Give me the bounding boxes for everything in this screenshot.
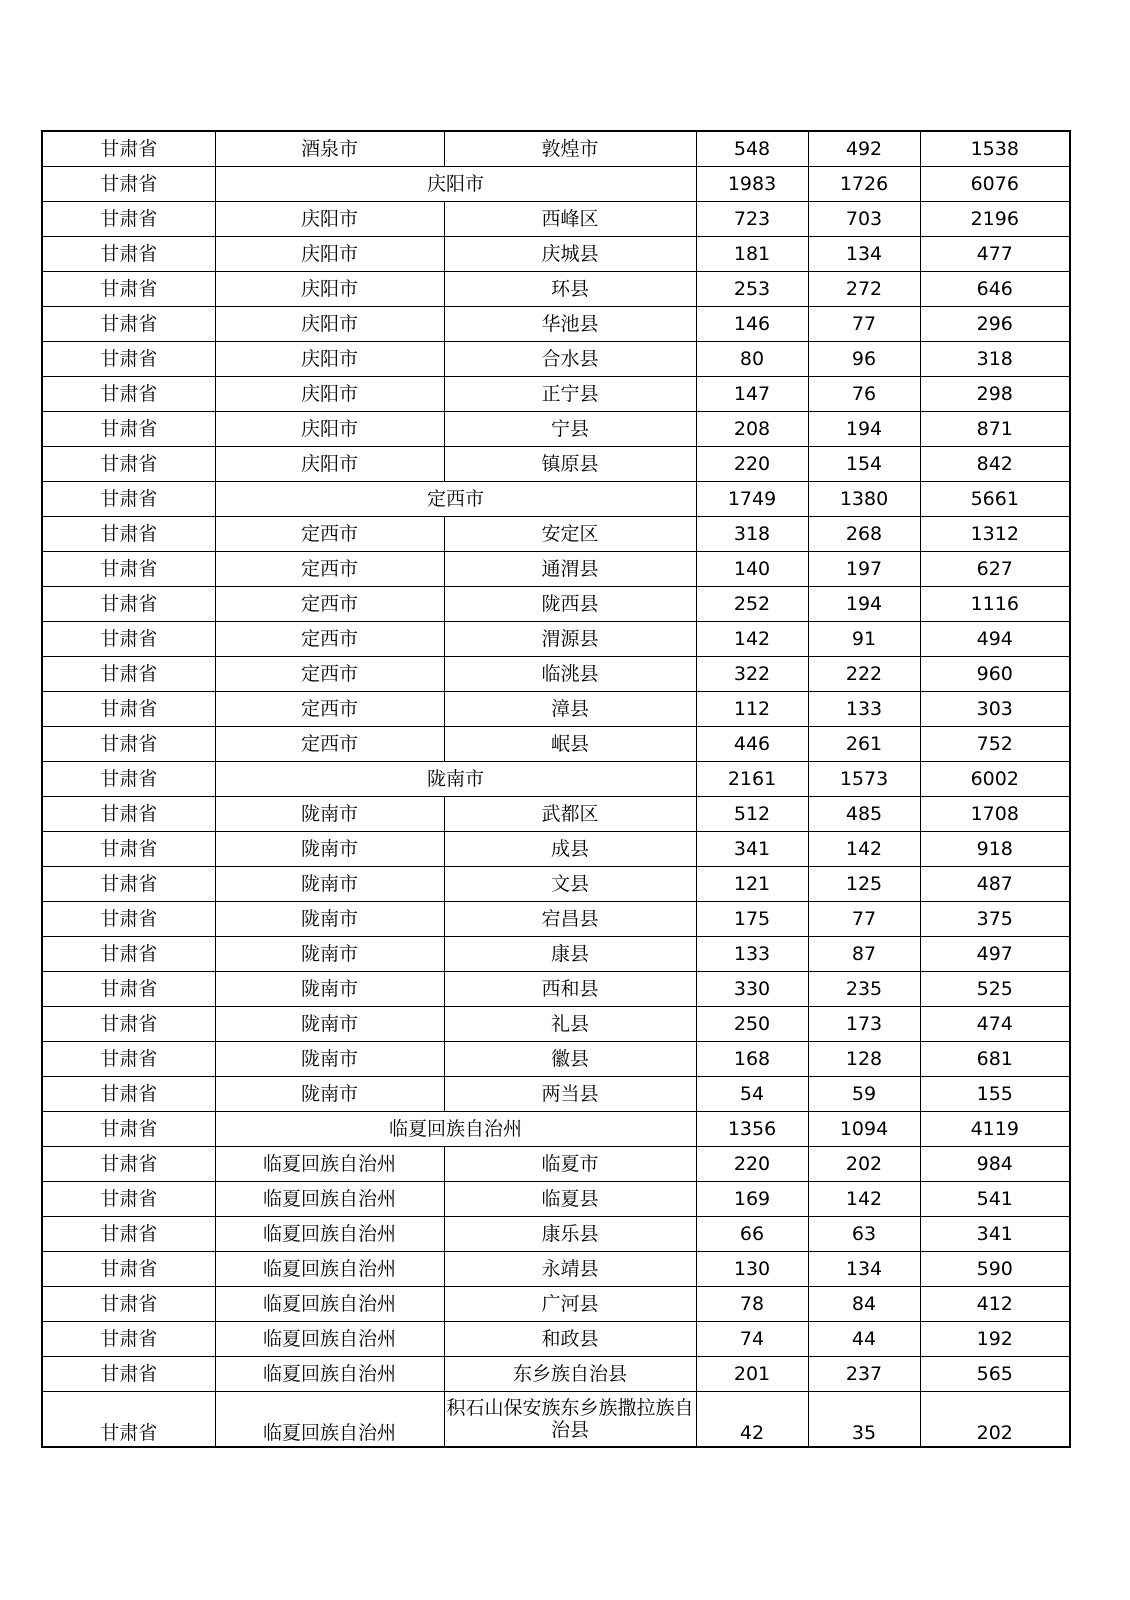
city-cell: 临夏回族自治州: [215, 1287, 444, 1322]
province-cell: 甘肃省: [42, 1007, 215, 1042]
table-row: [42, 307, 1070, 342]
value-cell-1: 2161: [696, 762, 808, 797]
value-cell-1: 330: [696, 972, 808, 1007]
value-cell-3: 1708: [920, 797, 1070, 832]
value-cell-1: 147: [696, 377, 808, 412]
value-cell-1: 446: [696, 727, 808, 762]
province-cell: 甘肃省: [42, 202, 215, 237]
value-cell-2: 222: [808, 657, 920, 692]
value-cell-1: 318: [696, 517, 808, 552]
value-cell-2: 63: [808, 1217, 920, 1252]
city-cell: 庆阳市: [215, 412, 444, 447]
value-cell-1: 220: [696, 447, 808, 482]
table-row: [42, 622, 1070, 657]
value-cell-1: 341: [696, 832, 808, 867]
province-cell: 甘肃省: [42, 622, 215, 657]
value-cell-2: 77: [808, 902, 920, 937]
value-cell-2: 1380: [808, 482, 920, 517]
county-cell: 通渭县: [444, 552, 696, 587]
city-cell: 临夏回族自治州: [215, 1252, 444, 1287]
table-row: [42, 1252, 1070, 1287]
city-cell: 陇南市: [215, 937, 444, 972]
value-cell-1: 78: [696, 1287, 808, 1322]
province-cell: 甘肃省: [42, 867, 215, 902]
table-row: [42, 377, 1070, 412]
value-cell-3: 752: [920, 727, 1070, 762]
value-cell-3: 1312: [920, 517, 1070, 552]
value-cell-2: 1094: [808, 1112, 920, 1147]
county-cell: 庆城县: [444, 237, 696, 272]
province-cell: 甘肃省: [42, 937, 215, 972]
table-row: [42, 1392, 1070, 1448]
value-cell-1: 121: [696, 867, 808, 902]
province-cell: 甘肃省: [42, 832, 215, 867]
value-cell-1: 133: [696, 937, 808, 972]
value-cell-1: 74: [696, 1322, 808, 1357]
city-cell: 庆阳市: [215, 202, 444, 237]
value-cell-2: 76: [808, 377, 920, 412]
value-cell-1: 54: [696, 1077, 808, 1112]
value-cell-3: 474: [920, 1007, 1070, 1042]
value-cell-2: 154: [808, 447, 920, 482]
value-cell-3: 960: [920, 657, 1070, 692]
value-cell-3: 375: [920, 902, 1070, 937]
value-cell-2: 91: [808, 622, 920, 657]
city-cell: 庆阳市: [215, 237, 444, 272]
table-row: [42, 1287, 1070, 1322]
table-row: [42, 902, 1070, 937]
value-cell-2: 87: [808, 937, 920, 972]
value-cell-1: 66: [696, 1217, 808, 1252]
city-cell: 庆阳市: [215, 377, 444, 412]
table-row: [42, 727, 1070, 762]
table-row: [42, 517, 1070, 552]
table-row: [42, 237, 1070, 272]
data-table: [41, 130, 1071, 1448]
value-cell-2: 96: [808, 342, 920, 377]
value-cell-3: 2196: [920, 202, 1070, 237]
table-row: [42, 131, 1070, 167]
county-cell: 敦煌市: [444, 131, 696, 167]
table-row-subtotal: [42, 167, 1070, 202]
city-total-cell: 定西市: [215, 482, 696, 517]
value-cell-3: 541: [920, 1182, 1070, 1217]
city-cell: 临夏回族自治州: [215, 1217, 444, 1252]
city-cell: 陇南市: [215, 1077, 444, 1112]
table-row: [42, 1147, 1070, 1182]
value-cell-3: 4119: [920, 1112, 1070, 1147]
province-cell: 甘肃省: [42, 1357, 215, 1392]
province-cell: 甘肃省: [42, 1042, 215, 1077]
value-cell-2: 272: [808, 272, 920, 307]
value-cell-3: 590: [920, 1252, 1070, 1287]
value-cell-3: 6076: [920, 167, 1070, 202]
value-cell-1: 142: [696, 622, 808, 657]
city-cell: 临夏回族自治州: [215, 1357, 444, 1392]
value-cell-1: 512: [696, 797, 808, 832]
county-cell: 临夏市: [444, 1147, 696, 1182]
table-row: [42, 692, 1070, 727]
city-cell: 陇南市: [215, 972, 444, 1007]
value-cell-1: 112: [696, 692, 808, 727]
table-row: [42, 1077, 1070, 1112]
value-cell-3: 681: [920, 1042, 1070, 1077]
table-row: [42, 1007, 1070, 1042]
value-cell-1: 252: [696, 587, 808, 622]
value-cell-2: 235: [808, 972, 920, 1007]
table-row: [42, 342, 1070, 377]
city-cell: 庆阳市: [215, 272, 444, 307]
value-cell-3: 6002: [920, 762, 1070, 797]
county-cell: 正宁县: [444, 377, 696, 412]
value-cell-3: 303: [920, 692, 1070, 727]
value-cell-2: 134: [808, 1252, 920, 1287]
value-cell-1: 80: [696, 342, 808, 377]
city-cell: 定西市: [215, 692, 444, 727]
value-cell-1: 322: [696, 657, 808, 692]
county-cell: 永靖县: [444, 1252, 696, 1287]
city-total-cell: 临夏回族自治州: [215, 1112, 696, 1147]
table-row: [42, 832, 1070, 867]
table-row: [42, 412, 1070, 447]
province-cell: 甘肃省: [42, 727, 215, 762]
county-cell: 成县: [444, 832, 696, 867]
value-cell-2: 485: [808, 797, 920, 832]
value-cell-2: 84: [808, 1287, 920, 1322]
province-cell: 甘肃省: [42, 237, 215, 272]
table-row: [42, 1357, 1070, 1392]
value-cell-2: 703: [808, 202, 920, 237]
city-total-cell: 庆阳市: [215, 167, 696, 202]
city-cell: 陇南市: [215, 1042, 444, 1077]
county-cell: 礼县: [444, 1007, 696, 1042]
value-cell-3: 5661: [920, 482, 1070, 517]
county-cell: 临洮县: [444, 657, 696, 692]
table-body: [42, 131, 1070, 1447]
value-cell-2: 194: [808, 587, 920, 622]
county-cell: 安定区: [444, 517, 696, 552]
table-row: [42, 1322, 1070, 1357]
value-cell-3: 298: [920, 377, 1070, 412]
table-row: [42, 202, 1070, 237]
value-cell-3: 341: [920, 1217, 1070, 1252]
value-cell-1: 208: [696, 412, 808, 447]
value-cell-2: 77: [808, 307, 920, 342]
province-cell: 甘肃省: [42, 587, 215, 622]
province-cell: 甘肃省: [42, 1217, 215, 1252]
county-cell: 康乐县: [444, 1217, 696, 1252]
county-cell: 武都区: [444, 797, 696, 832]
value-cell-2: 194: [808, 412, 920, 447]
value-cell-1: 220: [696, 1147, 808, 1182]
province-cell: 甘肃省: [42, 1252, 215, 1287]
city-cell: 庆阳市: [215, 447, 444, 482]
value-cell-3: 525: [920, 972, 1070, 1007]
province-cell: 甘肃省: [42, 1392, 215, 1448]
value-cell-2: 142: [808, 832, 920, 867]
province-cell: 甘肃省: [42, 307, 215, 342]
province-cell: 甘肃省: [42, 1077, 215, 1112]
city-cell: 庆阳市: [215, 342, 444, 377]
value-cell-1: 253: [696, 272, 808, 307]
county-cell: 临夏县: [444, 1182, 696, 1217]
city-cell: 陇南市: [215, 797, 444, 832]
value-cell-3: 155: [920, 1077, 1070, 1112]
value-cell-2: 202: [808, 1147, 920, 1182]
table-row: [42, 937, 1070, 972]
value-cell-2: 268: [808, 517, 920, 552]
value-cell-1: 1749: [696, 482, 808, 517]
city-cell: 临夏回族自治州: [215, 1182, 444, 1217]
province-cell: 甘肃省: [42, 1322, 215, 1357]
value-cell-2: 1726: [808, 167, 920, 202]
value-cell-1: 169: [696, 1182, 808, 1217]
county-cell: 两当县: [444, 1077, 696, 1112]
value-cell-1: 146: [696, 307, 808, 342]
county-cell: 镇原县: [444, 447, 696, 482]
table-row: [42, 587, 1070, 622]
value-cell-3: 296: [920, 307, 1070, 342]
county-cell: 徽县: [444, 1042, 696, 1077]
county-cell: 积石山保安族东乡族撒拉族自治县: [444, 1392, 696, 1448]
table-row: [42, 657, 1070, 692]
table-row: [42, 447, 1070, 482]
value-cell-3: 918: [920, 832, 1070, 867]
value-cell-3: 646: [920, 272, 1070, 307]
province-cell: 甘肃省: [42, 1112, 215, 1147]
county-cell: 环县: [444, 272, 696, 307]
province-cell: 甘肃省: [42, 902, 215, 937]
county-cell: 宁县: [444, 412, 696, 447]
table-row: [42, 1042, 1070, 1077]
county-cell: 渭源县: [444, 622, 696, 657]
value-cell-3: 565: [920, 1357, 1070, 1392]
table-row: [42, 797, 1070, 832]
value-cell-2: 492: [808, 131, 920, 167]
province-cell: 甘肃省: [42, 1147, 215, 1182]
value-cell-1: 1356: [696, 1112, 808, 1147]
province-cell: 甘肃省: [42, 692, 215, 727]
table-row: [42, 1182, 1070, 1217]
province-cell: 甘肃省: [42, 167, 215, 202]
province-cell: 甘肃省: [42, 482, 215, 517]
county-cell: 东乡族自治县: [444, 1357, 696, 1392]
city-cell: 庆阳市: [215, 307, 444, 342]
province-cell: 甘肃省: [42, 131, 215, 167]
value-cell-2: 134: [808, 237, 920, 272]
value-cell-1: 140: [696, 552, 808, 587]
value-cell-3: 487: [920, 867, 1070, 902]
city-cell: 定西市: [215, 657, 444, 692]
city-cell: 临夏回族自治州: [215, 1322, 444, 1357]
city-cell: 陇南市: [215, 867, 444, 902]
province-cell: 甘肃省: [42, 1287, 215, 1322]
value-cell-3: 412: [920, 1287, 1070, 1322]
value-cell-1: 168: [696, 1042, 808, 1077]
value-cell-3: 842: [920, 447, 1070, 482]
value-cell-3: 627: [920, 552, 1070, 587]
city-cell: 临夏回族自治州: [215, 1392, 444, 1448]
city-cell: 酒泉市: [215, 131, 444, 167]
province-cell: 甘肃省: [42, 1182, 215, 1217]
value-cell-3: 984: [920, 1147, 1070, 1182]
table-row-subtotal: [42, 482, 1070, 517]
province-cell: 甘肃省: [42, 797, 215, 832]
value-cell-1: 181: [696, 237, 808, 272]
value-cell-1: 723: [696, 202, 808, 237]
value-cell-2: 1573: [808, 762, 920, 797]
city-cell: 定西市: [215, 622, 444, 657]
value-cell-2: 261: [808, 727, 920, 762]
county-cell: 西和县: [444, 972, 696, 1007]
value-cell-2: 142: [808, 1182, 920, 1217]
city-cell: 临夏回族自治州: [215, 1147, 444, 1182]
city-cell: 定西市: [215, 552, 444, 587]
city-cell: 陇南市: [215, 902, 444, 937]
value-cell-1: 175: [696, 902, 808, 937]
county-cell: 康县: [444, 937, 696, 972]
value-cell-3: 192: [920, 1322, 1070, 1357]
value-cell-2: 237: [808, 1357, 920, 1392]
table-row: [42, 867, 1070, 902]
value-cell-2: 128: [808, 1042, 920, 1077]
value-cell-2: 125: [808, 867, 920, 902]
table-row-subtotal: [42, 762, 1070, 797]
city-cell: 定西市: [215, 587, 444, 622]
county-cell: 合水县: [444, 342, 696, 377]
city-cell: 定西市: [215, 517, 444, 552]
value-cell-1: 250: [696, 1007, 808, 1042]
province-cell: 甘肃省: [42, 972, 215, 1007]
value-cell-3: 477: [920, 237, 1070, 272]
table-row: [42, 972, 1070, 1007]
value-cell-1: 42: [696, 1392, 808, 1448]
county-cell: 陇西县: [444, 587, 696, 622]
county-cell: 宕昌县: [444, 902, 696, 937]
province-cell: 甘肃省: [42, 342, 215, 377]
city-cell: 定西市: [215, 727, 444, 762]
value-cell-3: 497: [920, 937, 1070, 972]
county-cell: 广河县: [444, 1287, 696, 1322]
value-cell-2: 133: [808, 692, 920, 727]
county-cell: 漳县: [444, 692, 696, 727]
value-cell-3: 871: [920, 412, 1070, 447]
value-cell-1: 548: [696, 131, 808, 167]
county-cell: 华池县: [444, 307, 696, 342]
value-cell-3: 494: [920, 622, 1070, 657]
province-cell: 甘肃省: [42, 762, 215, 797]
province-cell: 甘肃省: [42, 412, 215, 447]
value-cell-2: 197: [808, 552, 920, 587]
value-cell-3: 202: [920, 1392, 1070, 1448]
value-cell-2: 59: [808, 1077, 920, 1112]
value-cell-1: 201: [696, 1357, 808, 1392]
value-cell-3: 318: [920, 342, 1070, 377]
value-cell-1: 1983: [696, 167, 808, 202]
city-cell: 陇南市: [215, 832, 444, 867]
table-row: [42, 272, 1070, 307]
county-cell: 西峰区: [444, 202, 696, 237]
province-cell: 甘肃省: [42, 272, 215, 307]
county-cell: 岷县: [444, 727, 696, 762]
value-cell-2: 173: [808, 1007, 920, 1042]
province-cell: 甘肃省: [42, 552, 215, 587]
city-total-cell: 陇南市: [215, 762, 696, 797]
county-cell: 文县: [444, 867, 696, 902]
value-cell-1: 130: [696, 1252, 808, 1287]
city-cell: 陇南市: [215, 1007, 444, 1042]
value-cell-3: 1116: [920, 587, 1070, 622]
county-cell: 和政县: [444, 1322, 696, 1357]
value-cell-2: 44: [808, 1322, 920, 1357]
province-cell: 甘肃省: [42, 377, 215, 412]
value-cell-3: 1538: [920, 131, 1070, 167]
table-row: [42, 552, 1070, 587]
value-cell-2: 35: [808, 1392, 920, 1448]
province-cell: 甘肃省: [42, 447, 215, 482]
province-cell: 甘肃省: [42, 657, 215, 692]
table-row: [42, 1217, 1070, 1252]
province-cell: 甘肃省: [42, 517, 215, 552]
table-row-subtotal: [42, 1112, 1070, 1147]
